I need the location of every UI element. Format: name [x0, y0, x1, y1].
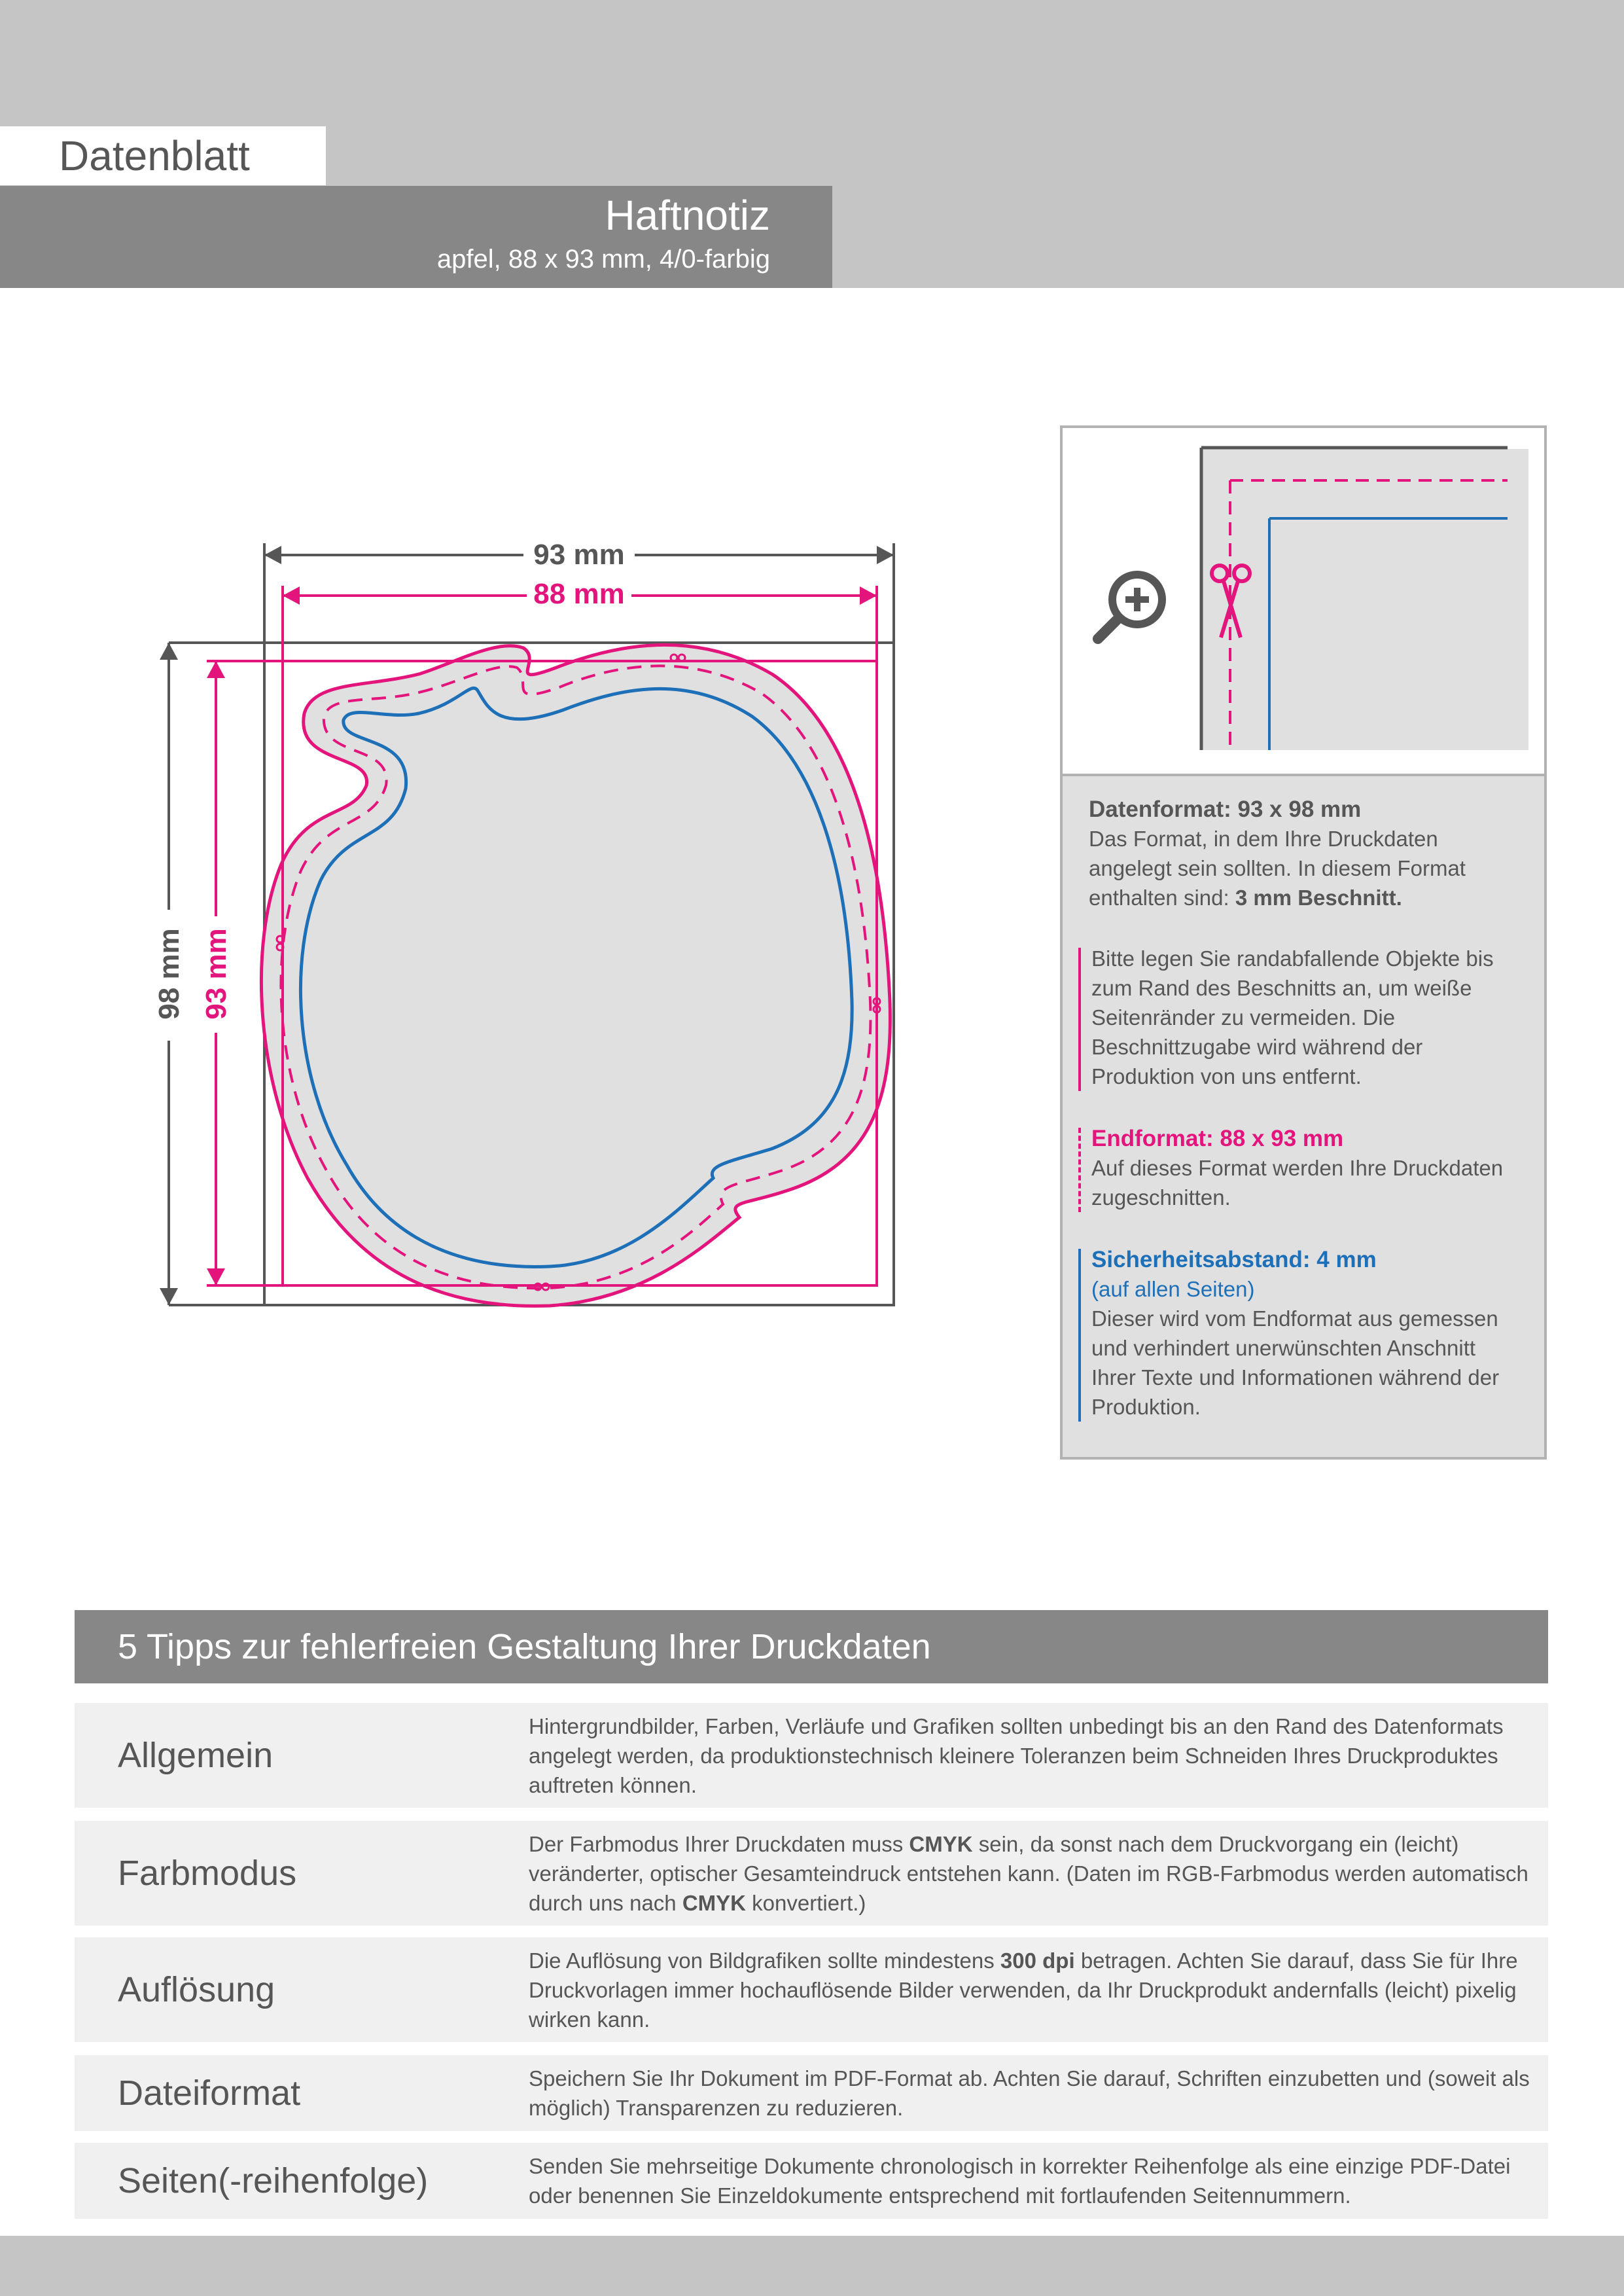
magnifier-plus-icon [1098, 571, 1166, 639]
tip-label: Auflösung [118, 1970, 275, 2009]
final-format-title: Endformat: 88 x 93 mm [1091, 1126, 1344, 1151]
tip-row-color-mode [75, 1821, 1548, 1926]
info-panel [1060, 425, 1547, 1460]
document-label: Datenblatt [0, 126, 326, 185]
product-title: Haftnotiz [605, 192, 770, 239]
apple-bleed-shape [261, 645, 890, 1306]
tip-text: Der Farbmodus Ihrer Druckdaten muss CMYK sein, da sonst nach dem Druckvorgang ein (leicht) veränderter, optischer Gesamteindruck entstehen kann. (Daten im RGB-Farbmodus werden automatisch durch uns nach CMYK konvertiert.) [529, 1831, 1528, 1915]
tip-label: Dateiformat [118, 2073, 301, 2113]
footer-band [0, 2236, 1624, 2296]
data-format-bleed: 3 mm Beschnitt. [1235, 886, 1402, 910]
tip-text: Speichern Sie Ihr Dokument im PDF-Format ab. Achten Sie darauf, Schriften einzubetten und (soweit als möglich) Transparenzen zu reduzieren. [529, 2066, 1530, 2120]
safety-bar [1078, 1249, 1081, 1422]
tip-row-general [75, 1703, 1548, 1808]
bleed-text: Bitte legen Sie randabfallende Objekte bis zum Rand des Beschnitts an, um weiße Seitenränder zu vermeiden. Die Beschnittzugabe wird während der Produktion von uns entfernt. [1091, 946, 1494, 1088]
final-format-text: Auf dieses Format werden Ihre Druckdaten zugeschnitten. [1091, 1156, 1504, 1210]
final-format-block [1089, 1124, 1521, 1212]
bleed-block [1089, 944, 1521, 1091]
safety-title: Sicherheitsabstand: 4 mm [1091, 1247, 1377, 1272]
tip-label: Seiten(-reihenfolge) [118, 2161, 429, 2200]
tip-label: Allgemein [118, 1736, 274, 1775]
tip-label: Farbmodus [118, 1854, 297, 1893]
data-format-title: Datenformat: 93 x 98 mm [1089, 797, 1362, 822]
safety-block [1089, 1245, 1521, 1422]
tip-row-file-format [75, 2055, 1548, 2131]
tip-row-resolution [75, 1937, 1548, 2042]
tip-text: Hintergrundbilder, Farben, Verläufe und Grafiken sollten unbedingt bis an den Rand des Datenformats angelegt werden, da produktionstechnisch kleinere Toleranzen beim Schneiden Ihres Druckproduktes auftreten können. [529, 1713, 1504, 1797]
dim-height-outer: 98 mm [153, 928, 185, 1020]
tip-text: Senden Sie mehrseitige Dokumente chronologisch in korrekter Reihenfolge als eine einzige PDF-Datei oder benennen Sie Einzeldokumente entsprechend mit fortlaufenden Seitennummern. [529, 2154, 1511, 2208]
safety-subtitle: (auf allen Seiten) [1091, 1277, 1255, 1301]
detail-zoom-view [1063, 428, 1544, 771]
tip-row-page-order [75, 2143, 1548, 2219]
data-format-block [1089, 795, 1521, 912]
dim-height-inner: 93 mm [200, 928, 232, 1020]
final-format-bar [1078, 1128, 1081, 1212]
dim-width-outer: 93 mm [533, 539, 625, 571]
info-text-box [1063, 774, 1544, 1457]
tip-text: Die Auflösung von Bildgrafiken sollte mindestens 300 dpi betragen. Achten Sie darauf, dass Sie für Ihre Druckvorlagen immer hochauflösende Bilder verwenden, da Ihr Druckprodukt andernfalls (leicht) pixelig wirken kann. [529, 1948, 1518, 2032]
data-format-text: Das Format, in dem Ihre Druckdaten angelegt sein sollten. In diesem Format enthalten sind: 3 mm Beschnitt. [1089, 827, 1466, 910]
safety-text: Dieser wird vom Endformat aus gemessen und verhindert unerwünschten Anschnitt Ihrer Texte und Informationen während der Produktion. [1091, 1306, 1500, 1419]
tips-header: 5 Tipps zur fehlerfreien Gestaltung Ihrer Druckdaten [75, 1610, 1548, 1683]
dim-width-inner: 88 mm [533, 578, 625, 610]
bleed-bar [1078, 948, 1081, 1091]
product-subtitle: apfel, 88 x 93 mm, 4/0-farbig [436, 245, 770, 274]
